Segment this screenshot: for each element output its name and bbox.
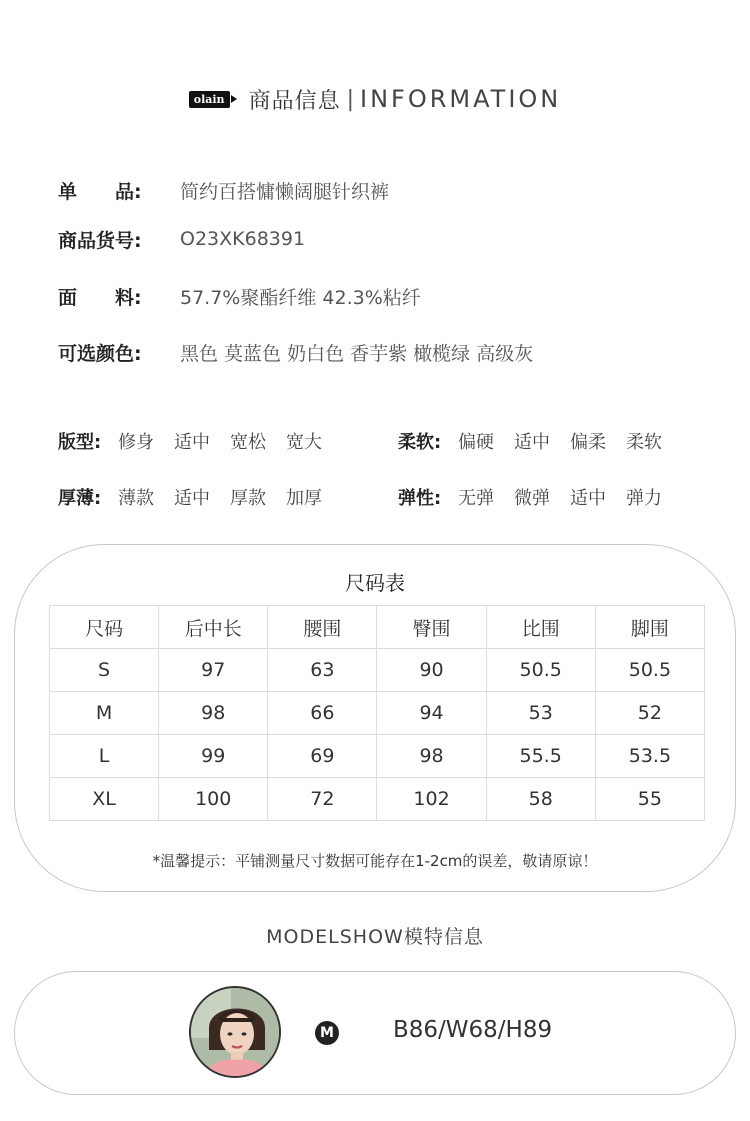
attr-option: 薄款	[118, 488, 154, 509]
table-header-cell: 腰围	[268, 606, 377, 649]
info-value: 简约百搭慵懒阔腿针织裤	[180, 180, 390, 203]
attr-option: 修身	[118, 432, 154, 453]
table-row	[50, 692, 705, 735]
attr-label: 柔软:	[398, 432, 442, 453]
table-cell: 66	[268, 692, 377, 735]
info-value: 57.7%聚酯纤维 42.3%粘纤	[180, 286, 421, 309]
size-chart-note: *温馨提示：平铺测量尺寸数据可能存在1-2cm的误差，敬请原谅！	[152, 852, 598, 870]
info-value: O23XK68391	[180, 228, 306, 250]
info-row-colors	[58, 336, 533, 368]
table-cell: M	[50, 692, 159, 735]
info-value: 黑色 莫蓝色 奶白色 香芋紫 橄榄绿 高级灰	[180, 342, 534, 365]
table-row	[50, 778, 705, 821]
table-cell: 98	[377, 735, 486, 778]
attr-label: 弹性:	[398, 488, 442, 509]
info-row-product	[58, 174, 389, 206]
attr-option-selected: 适中	[174, 484, 230, 510]
table-cell: 50.5	[595, 649, 704, 692]
table-cell: 69	[268, 735, 377, 778]
table-header-cell: 脚围	[595, 606, 704, 649]
table-header-cell: 后中长	[159, 606, 268, 649]
attr-thickness	[58, 482, 342, 512]
table-cell: 98	[159, 692, 268, 735]
table-header-cell: 臀围	[377, 606, 486, 649]
table-cell: 94	[377, 692, 486, 735]
attr-option: 适中	[570, 488, 606, 509]
model-size-badge: M	[315, 1021, 339, 1045]
size-chart-title: 尺码表	[345, 571, 405, 595]
attr-option: 偏硬	[458, 432, 494, 453]
attr-option: 宽大	[286, 432, 322, 453]
section-header	[0, 82, 750, 116]
table-cell: 58	[486, 778, 595, 821]
table-cell: 72	[268, 778, 377, 821]
attr-option: 宽松	[230, 432, 266, 453]
attr-option-selected: 微弹	[514, 484, 570, 510]
table-cell: 55	[595, 778, 704, 821]
table-row	[50, 735, 705, 778]
attr-option: 柔软	[626, 432, 662, 453]
attr-label: 版型:	[58, 432, 102, 453]
header-title: 商品信息	[248, 88, 341, 114]
model-avatar-image	[191, 988, 281, 1078]
model-measurements: B86/W68/H89	[393, 1017, 553, 1043]
attr-option-selected: 适中	[514, 428, 570, 454]
info-row-sku	[58, 223, 305, 255]
header-title-en: INFORMATION	[360, 85, 562, 113]
info-label: 面 料:	[58, 286, 142, 309]
info-label: 可选颜色:	[58, 342, 142, 365]
attr-elasticity	[398, 482, 682, 512]
table-header-cell: 尺码	[50, 606, 159, 649]
table-cell: 53	[486, 692, 595, 735]
size-chart-card	[14, 544, 736, 892]
attr-option: 偏柔	[570, 432, 606, 453]
info-label: 商品货号:	[58, 229, 142, 252]
table-cell: L	[50, 735, 159, 778]
table-cell: 90	[377, 649, 486, 692]
play-icon	[231, 95, 237, 103]
table-cell: 52	[595, 692, 704, 735]
table-cell: 99	[159, 735, 268, 778]
info-label: 单 品:	[58, 180, 142, 203]
info-row-fabric	[58, 280, 421, 312]
model-heading: MODELSHOW模特信息	[266, 926, 484, 948]
table-cell: 63	[268, 649, 377, 692]
attr-option: 无弹	[458, 488, 494, 509]
table-cell: 100	[159, 778, 268, 821]
table-header-cell: 比围	[486, 606, 595, 649]
brand-logo	[189, 91, 237, 108]
table-cell: 50.5	[486, 649, 595, 692]
table-cell: 55.5	[486, 735, 595, 778]
table-cell: S	[50, 649, 159, 692]
attr-softness	[398, 426, 682, 456]
size-table	[49, 605, 705, 821]
brand-logo-text: olain	[189, 91, 230, 108]
model-card	[14, 971, 736, 1095]
header-separator: |	[346, 86, 354, 112]
table-cell: 102	[377, 778, 486, 821]
table-row	[50, 649, 705, 692]
table-header-row	[50, 606, 705, 649]
attr-option: 厚款	[230, 488, 266, 509]
attr-fit	[58, 426, 342, 456]
attr-option: 加厚	[286, 488, 322, 509]
attr-label: 厚薄:	[58, 488, 102, 509]
table-cell: XL	[50, 778, 159, 821]
attr-option: 弹力	[626, 488, 662, 509]
table-cell: 97	[159, 649, 268, 692]
attr-option-selected: 适中	[174, 428, 230, 454]
table-cell: 53.5	[595, 735, 704, 778]
model-avatar	[189, 986, 281, 1078]
